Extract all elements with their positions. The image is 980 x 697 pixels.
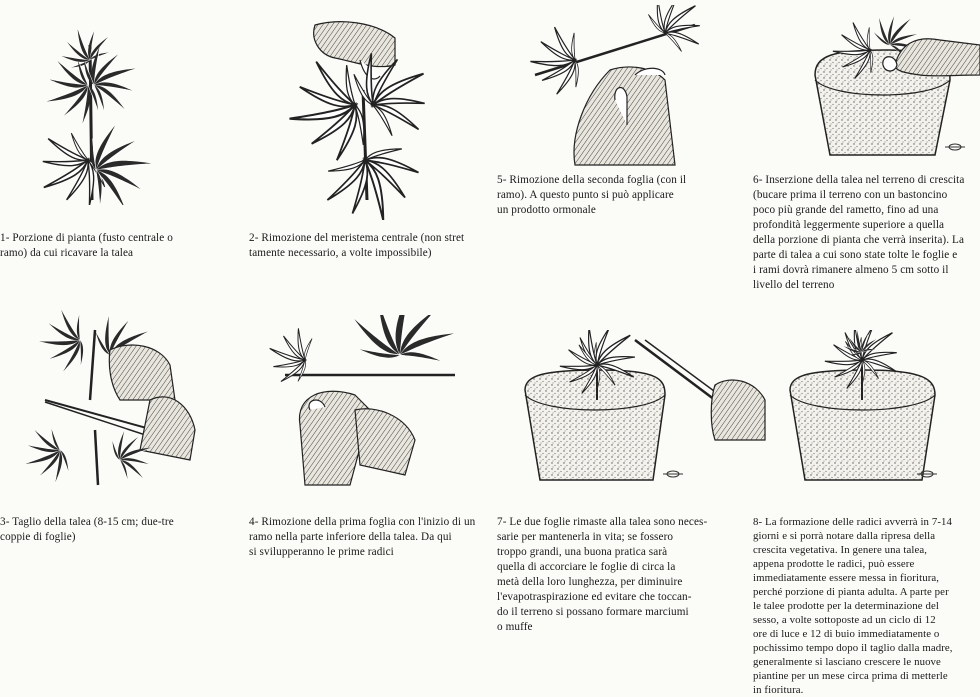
caption-step-1: 1- Porzione di pianta (fusto centrale o ramo) da cui ricavare la talea — [0, 232, 173, 259]
signature-mark — [912, 467, 942, 481]
illustration-cutting — [0, 310, 215, 490]
caption-step-8: 8- La formazione delle radici avverrà in 7-14 giorni e si porrà notare dalla ripresa della crescita vegetativa. In genere una talea, appena prodotte le radici, può essere immediatamente essere messa in fioritura, perché porzione di pianta adulta. A parte per le talee prodotte per la determinazione del sesso, a volte sottoposte ad un ciclo di 12 ore di luce e 12 di buio immediatamente o pochissimo tempo dopo il taglio dalla madre, generalmente si lasciano crescere le nuove piantine per un mese circa prima di metterle in fioritura. — [753, 516, 953, 696]
caption-step-2: 2- Rimozione del meristema centrale (non stret tamente necessario, a volte impossibile) — [249, 232, 465, 259]
illustration-leaf-trimming — [515, 330, 770, 490]
signature-mark — [658, 467, 688, 481]
signature-mark — [940, 140, 970, 154]
illustration-second-leaf-removal — [515, 5, 715, 170]
illustration-meristem-removal — [245, 10, 460, 220]
caption-step-6: 6- Inserzione della talea nel terreno di crescita (bucare prima il terreno con un bastoncino poco più grande del rametto, fino ad una profondità leggermente superiore a quella della porzione di pianta che verrà inserita). La parte di talea a cui sono state tolte le foglie e i rami dovrà rimanere almeno 5 cm sotto il livello del terreno — [753, 174, 965, 291]
caption-step-5: 5- Rimozione della seconda foglia (con il ramo). A questo punto si può applicare un prodotto ormonale — [497, 174, 687, 216]
illustration-plant-portion — [0, 30, 200, 205]
illustration-rooted-cutting — [780, 330, 975, 490]
illustration-first-leaf-removal — [265, 315, 470, 490]
caption-step-7: 7- Le due foglie rimaste alla talea sono neces- sarie per mantenerla in vita; se fossero troppo grandi, una buona pratica sarà quella di accorciare le foglie di circa la metà della loro lunghezza, per diminuire l'evapotraspirazione ed evitare che toccan- do il terreno si possano formare marciumi o muffe — [497, 516, 708, 633]
caption-step-3: 3- Taglio della talea (8-15 cm; due-tre coppie di foglie) — [0, 516, 174, 543]
caption-step-4: 4- Rimozione della prima foglia con l'inizio di un ramo nella parte inferiore della talea. Da qui si svilupperanno le prime radici — [249, 516, 476, 558]
